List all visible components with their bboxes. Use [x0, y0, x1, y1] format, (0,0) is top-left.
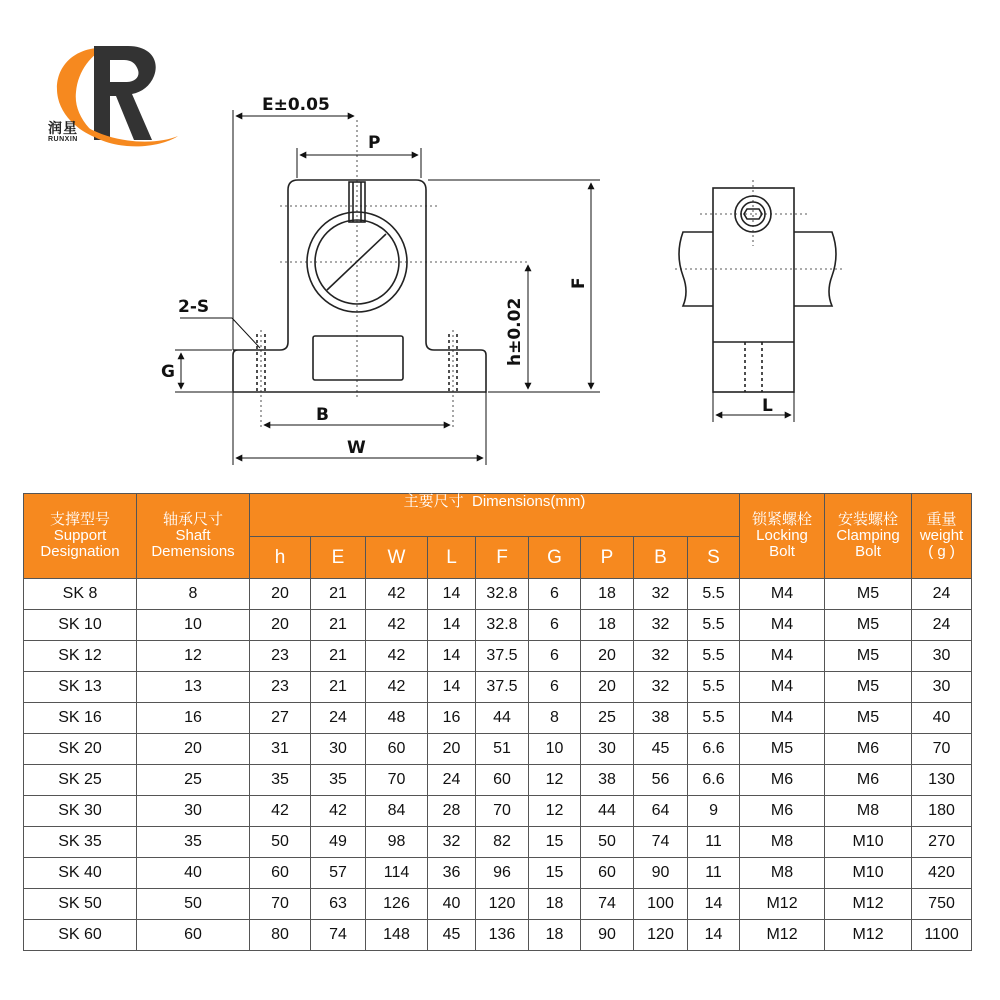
- table-cell: 25: [581, 703, 634, 734]
- table-cell: 12: [529, 765, 581, 796]
- table-cell: 148: [366, 920, 428, 951]
- table-row: [24, 827, 972, 858]
- table-cell: 70: [250, 889, 311, 920]
- table-cell: 14: [428, 641, 476, 672]
- table-cell: 50: [137, 889, 250, 920]
- header-dim-f: F: [476, 537, 529, 579]
- label-2s: 2-S: [178, 297, 210, 317]
- table-cell: 14: [688, 920, 740, 951]
- table-cell: 20: [581, 641, 634, 672]
- table-cell: M4: [740, 703, 825, 734]
- table-cell: SK 30: [24, 796, 137, 827]
- table-cell: 180: [912, 796, 972, 827]
- header-dim-h: h: [250, 537, 311, 579]
- table-cell: 70: [366, 765, 428, 796]
- table-cell: 32.8: [476, 579, 529, 610]
- table-cell: 48: [366, 703, 428, 734]
- table-cell: 96: [476, 858, 529, 889]
- table-cell: 6.6: [688, 734, 740, 765]
- table-cell: 6: [529, 610, 581, 641]
- table-cell: 42: [366, 672, 428, 703]
- table-cell: 44: [581, 796, 634, 827]
- table-cell: 40: [912, 703, 972, 734]
- table-cell: 30: [311, 734, 366, 765]
- table-cell: 84: [366, 796, 428, 827]
- table-cell: 42: [366, 579, 428, 610]
- table-cell: 30: [581, 734, 634, 765]
- table-cell: 15: [529, 827, 581, 858]
- table-cell: 16: [137, 703, 250, 734]
- table-cell: 70: [476, 796, 529, 827]
- table-cell: M8: [740, 858, 825, 889]
- table-cell: 74: [581, 889, 634, 920]
- table-cell: 32: [634, 641, 688, 672]
- table-row: [24, 889, 972, 920]
- table-cell: M6: [740, 796, 825, 827]
- table-cell: 60: [366, 734, 428, 765]
- table-cell: 32: [634, 610, 688, 641]
- table-cell: 60: [581, 858, 634, 889]
- table-cell: 21: [311, 641, 366, 672]
- table-cell: 14: [428, 610, 476, 641]
- table-cell: 57: [311, 858, 366, 889]
- table-cell: 60: [476, 765, 529, 796]
- header-dim-l: L: [428, 537, 476, 579]
- table-cell: 20: [250, 610, 311, 641]
- table-cell: 100: [634, 889, 688, 920]
- table-cell: M10: [825, 827, 912, 858]
- table-cell: 114: [366, 858, 428, 889]
- table-cell: SK 50: [24, 889, 137, 920]
- table-cell: 270: [912, 827, 972, 858]
- table-cell: 37.5: [476, 672, 529, 703]
- table-cell: SK 20: [24, 734, 137, 765]
- side-dimension: [713, 392, 794, 422]
- table-cell: 1100: [912, 920, 972, 951]
- table-cell: M6: [825, 765, 912, 796]
- table-cell: 42: [366, 641, 428, 672]
- table-cell: 6: [529, 641, 581, 672]
- table-cell: M5: [825, 672, 912, 703]
- table-cell: 9: [688, 796, 740, 827]
- table-cell: 45: [428, 920, 476, 951]
- table-cell: 24: [912, 579, 972, 610]
- table-cell: 45: [634, 734, 688, 765]
- table-cell: 20: [428, 734, 476, 765]
- table-cell: 64: [634, 796, 688, 827]
- table-cell: 38: [634, 703, 688, 734]
- table-cell: 32: [634, 672, 688, 703]
- table-cell: 35: [311, 765, 366, 796]
- logo-english-name: RUNXIN: [48, 136, 78, 143]
- table-cell: 6.6: [688, 765, 740, 796]
- table-cell: 18: [581, 579, 634, 610]
- label-e: E±0.05: [262, 95, 330, 115]
- table-cell: M5: [825, 703, 912, 734]
- table-cell: 16: [428, 703, 476, 734]
- table-cell: 12: [137, 641, 250, 672]
- table-cell: 5.5: [688, 641, 740, 672]
- table-cell: M5: [740, 734, 825, 765]
- table-cell: 23: [250, 641, 311, 672]
- table-cell: 32: [428, 827, 476, 858]
- table-cell: 120: [476, 889, 529, 920]
- table-cell: 24: [428, 765, 476, 796]
- table-cell: M10: [825, 858, 912, 889]
- table-row: [24, 734, 972, 765]
- table-cell: 18: [581, 610, 634, 641]
- table-cell: 14: [688, 889, 740, 920]
- side-view: [679, 188, 836, 392]
- label-l: L: [762, 396, 773, 416]
- header-shaft: 轴承尺寸 Shaft Demensions: [137, 494, 250, 579]
- table-cell: M8: [740, 827, 825, 858]
- table-cell: 5.5: [688, 672, 740, 703]
- front-centerlines: [261, 120, 530, 430]
- table-cell: 18: [529, 920, 581, 951]
- table-cell: 20: [250, 579, 311, 610]
- label-f: F: [569, 277, 589, 289]
- table-cell: M4: [740, 579, 825, 610]
- header-dim-p: P: [581, 537, 634, 579]
- table-cell: 80: [250, 920, 311, 951]
- table-cell: 18: [529, 889, 581, 920]
- table-cell: 5.5: [688, 610, 740, 641]
- label-h: h±0.02: [505, 297, 525, 366]
- table-cell: 30: [912, 641, 972, 672]
- table-cell: 31: [250, 734, 311, 765]
- table-cell: 420: [912, 858, 972, 889]
- spec-table: [23, 493, 972, 951]
- table-row: [24, 858, 972, 889]
- header-designation: 支撑型号 Support Designation: [24, 494, 137, 579]
- table-cell: SK 13: [24, 672, 137, 703]
- table-cell: 60: [137, 920, 250, 951]
- table-cell: 32.8: [476, 610, 529, 641]
- table-cell: 5.5: [688, 579, 740, 610]
- table-cell: M4: [740, 641, 825, 672]
- table-row: [24, 610, 972, 641]
- table-cell: M12: [740, 889, 825, 920]
- header-dim-s: S: [688, 537, 740, 579]
- table-cell: 90: [581, 920, 634, 951]
- table-cell: 63: [311, 889, 366, 920]
- header-dimensions: 主要尺寸 Dimensions(mm): [250, 494, 740, 537]
- table-cell: 35: [250, 765, 311, 796]
- label-p: P: [368, 133, 381, 153]
- table-cell: 90: [634, 858, 688, 889]
- dimension-lines: [175, 110, 600, 465]
- table-cell: 20: [137, 734, 250, 765]
- table-cell: 5.5: [688, 703, 740, 734]
- table-row: [24, 641, 972, 672]
- table-row: [24, 765, 972, 796]
- table-cell: 40: [428, 889, 476, 920]
- table-cell: 24: [311, 703, 366, 734]
- table-row: [24, 703, 972, 734]
- table-cell: 23: [250, 672, 311, 703]
- table-row: [24, 579, 972, 610]
- label-w: W: [347, 438, 366, 458]
- table-cell: 42: [311, 796, 366, 827]
- table-cell: 44: [476, 703, 529, 734]
- table-cell: SK 35: [24, 827, 137, 858]
- table-cell: 40: [137, 858, 250, 889]
- table-cell: M12: [825, 920, 912, 951]
- table-cell: 49: [311, 827, 366, 858]
- table-cell: 136: [476, 920, 529, 951]
- table-cell: M12: [740, 920, 825, 951]
- table-cell: 13: [137, 672, 250, 703]
- table-cell: M5: [825, 610, 912, 641]
- table-cell: 14: [428, 672, 476, 703]
- table-cell: M5: [825, 579, 912, 610]
- header-dim-b: B: [634, 537, 688, 579]
- table-cell: 27: [250, 703, 311, 734]
- table-cell: 36: [428, 858, 476, 889]
- technical-drawing: [0, 0, 1000, 480]
- table-cell: M12: [825, 889, 912, 920]
- table-cell: SK 12: [24, 641, 137, 672]
- table-cell: 56: [634, 765, 688, 796]
- label-g: G: [161, 362, 175, 382]
- table-cell: 98: [366, 827, 428, 858]
- table-cell: M4: [740, 610, 825, 641]
- table-cell: M6: [825, 734, 912, 765]
- table-cell: SK 60: [24, 920, 137, 951]
- table-cell: 60: [250, 858, 311, 889]
- table-cell: 15: [529, 858, 581, 889]
- table-cell: 25: [137, 765, 250, 796]
- table-cell: 42: [366, 610, 428, 641]
- table-cell: 42: [250, 796, 311, 827]
- table-cell: M4: [740, 672, 825, 703]
- header-locking-bolt: 锁紧螺栓 Locking Bolt: [740, 494, 825, 579]
- table-cell: 32: [634, 579, 688, 610]
- table-cell: SK 8: [24, 579, 137, 610]
- table-cell: 21: [311, 672, 366, 703]
- table-cell: SK 25: [24, 765, 137, 796]
- table-row: [24, 796, 972, 827]
- table-row: [24, 672, 972, 703]
- table-cell: SK 10: [24, 610, 137, 641]
- table-cell: 37.5: [476, 641, 529, 672]
- table-cell: 126: [366, 889, 428, 920]
- logo-chinese-name: 润星: [48, 121, 78, 137]
- label-b: B: [316, 405, 329, 425]
- table-cell: 20: [581, 672, 634, 703]
- header-dim-w: W: [366, 537, 428, 579]
- table-cell: SK 40: [24, 858, 137, 889]
- table-cell: 8: [137, 579, 250, 610]
- table-cell: 24: [912, 610, 972, 641]
- header-weight: 重量 weight ( g ): [912, 494, 972, 579]
- table-cell: 50: [250, 827, 311, 858]
- table-cell: 10: [137, 610, 250, 641]
- table-cell: 750: [912, 889, 972, 920]
- table-cell: M6: [740, 765, 825, 796]
- table-cell: M5: [825, 641, 912, 672]
- table-cell: SK 16: [24, 703, 137, 734]
- table-cell: 51: [476, 734, 529, 765]
- table-cell: 74: [634, 827, 688, 858]
- table-cell: 50: [581, 827, 634, 858]
- table-cell: 6: [529, 579, 581, 610]
- header-dim-e: E: [311, 537, 366, 579]
- table-cell: 11: [688, 827, 740, 858]
- table-cell: 28: [428, 796, 476, 827]
- table-cell: 10: [529, 734, 581, 765]
- header-dim-g: G: [529, 537, 581, 579]
- table-cell: 21: [311, 610, 366, 641]
- table-cell: 30: [137, 796, 250, 827]
- table-cell: 38: [581, 765, 634, 796]
- table-cell: 21: [311, 579, 366, 610]
- header-clamping-bolt: 安装螺栓 Clamping Bolt: [825, 494, 912, 579]
- table-cell: 6: [529, 672, 581, 703]
- table-cell: 35: [137, 827, 250, 858]
- table-cell: 74: [311, 920, 366, 951]
- table-row: [24, 920, 972, 951]
- table-cell: 12: [529, 796, 581, 827]
- table-cell: 14: [428, 579, 476, 610]
- table-cell: 30: [912, 672, 972, 703]
- table-cell: M8: [825, 796, 912, 827]
- table-cell: 120: [634, 920, 688, 951]
- table-cell: 70: [912, 734, 972, 765]
- table-cell: 8: [529, 703, 581, 734]
- table-cell: 130: [912, 765, 972, 796]
- front-view: [233, 180, 486, 392]
- table-cell: 11: [688, 858, 740, 889]
- table-cell: 82: [476, 827, 529, 858]
